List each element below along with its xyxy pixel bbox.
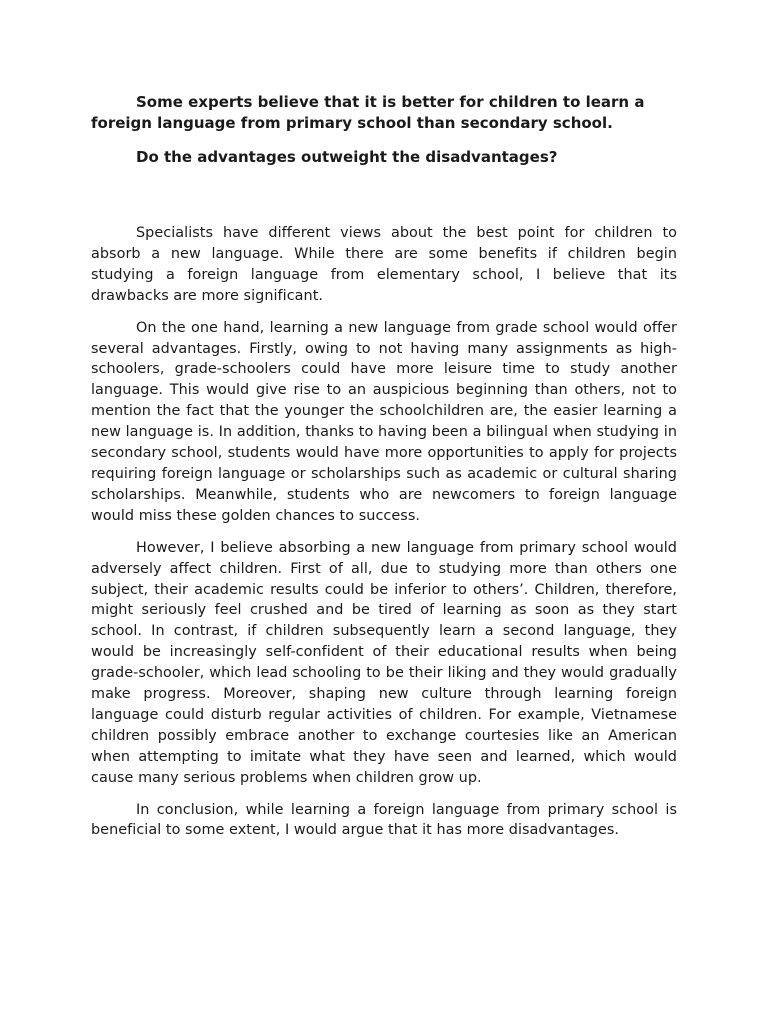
introduction-paragraph: Specialists have different views about the best point for children to absorb a new language. While there are some benefits if children begin studying a foreign language from elementary school, I believe that its drawbacks are more significant. — [91, 225, 677, 304]
essay-question: Do the advantages outweight the disadvantages? — [136, 148, 558, 166]
essay-body — [91, 223, 677, 841]
advantages-paragraph: On the one hand, learning a new language from grade school would offer several advantages. Firstly, owing to not having many assignments as high-schoolers, grade-schoolers could have more leisure time to study another language. This would give rise to an auspicious beginning than others, not to mention the fact that the younger the schoolchildren are, the easier learning a new language is. In addition, thanks to having been a bilingual when studying in secondary school, students would have more opportunities to apply for projects requiring foreign language or scholarships such as academic or cultural sharing scholarships. Meanwhile, students who are newcomers to foreign language would miss these golden chances to success. — [91, 319, 677, 524]
document-page — [91, 92, 677, 852]
conclusion-paragraph: In conclusion, while learning a foreign language from primary school is beneficial to some extent, I would argue that it has more disadvantages. — [91, 801, 677, 839]
disadvantages-paragraph: However, I believe absorbing a new language from primary school would adversely affect children. First of all, due to studying more than others one subject, their academic results could be inferior to others’. Children, therefore, might seriously feel crushed and be tired of learning as soon as they start school. In contrast, if children subsequently learn a second language, they would be increasingly self-confident of their educational results when being grade-schooler, which lead schooling to be their liking and they would gradually make progress. Moreover, shaping new culture through learning foreign language could disturb regular activities of children. For example, Vietnamese children possibly embrace another to exchange courtesies like an American when attempting to imitate what they have seen and learned, which would cause many serious problems when children grow up. — [91, 539, 677, 786]
essay-prompt: Some experts believe that it is better for children to learn a foreign language from primary school than secondary school. — [91, 93, 645, 132]
